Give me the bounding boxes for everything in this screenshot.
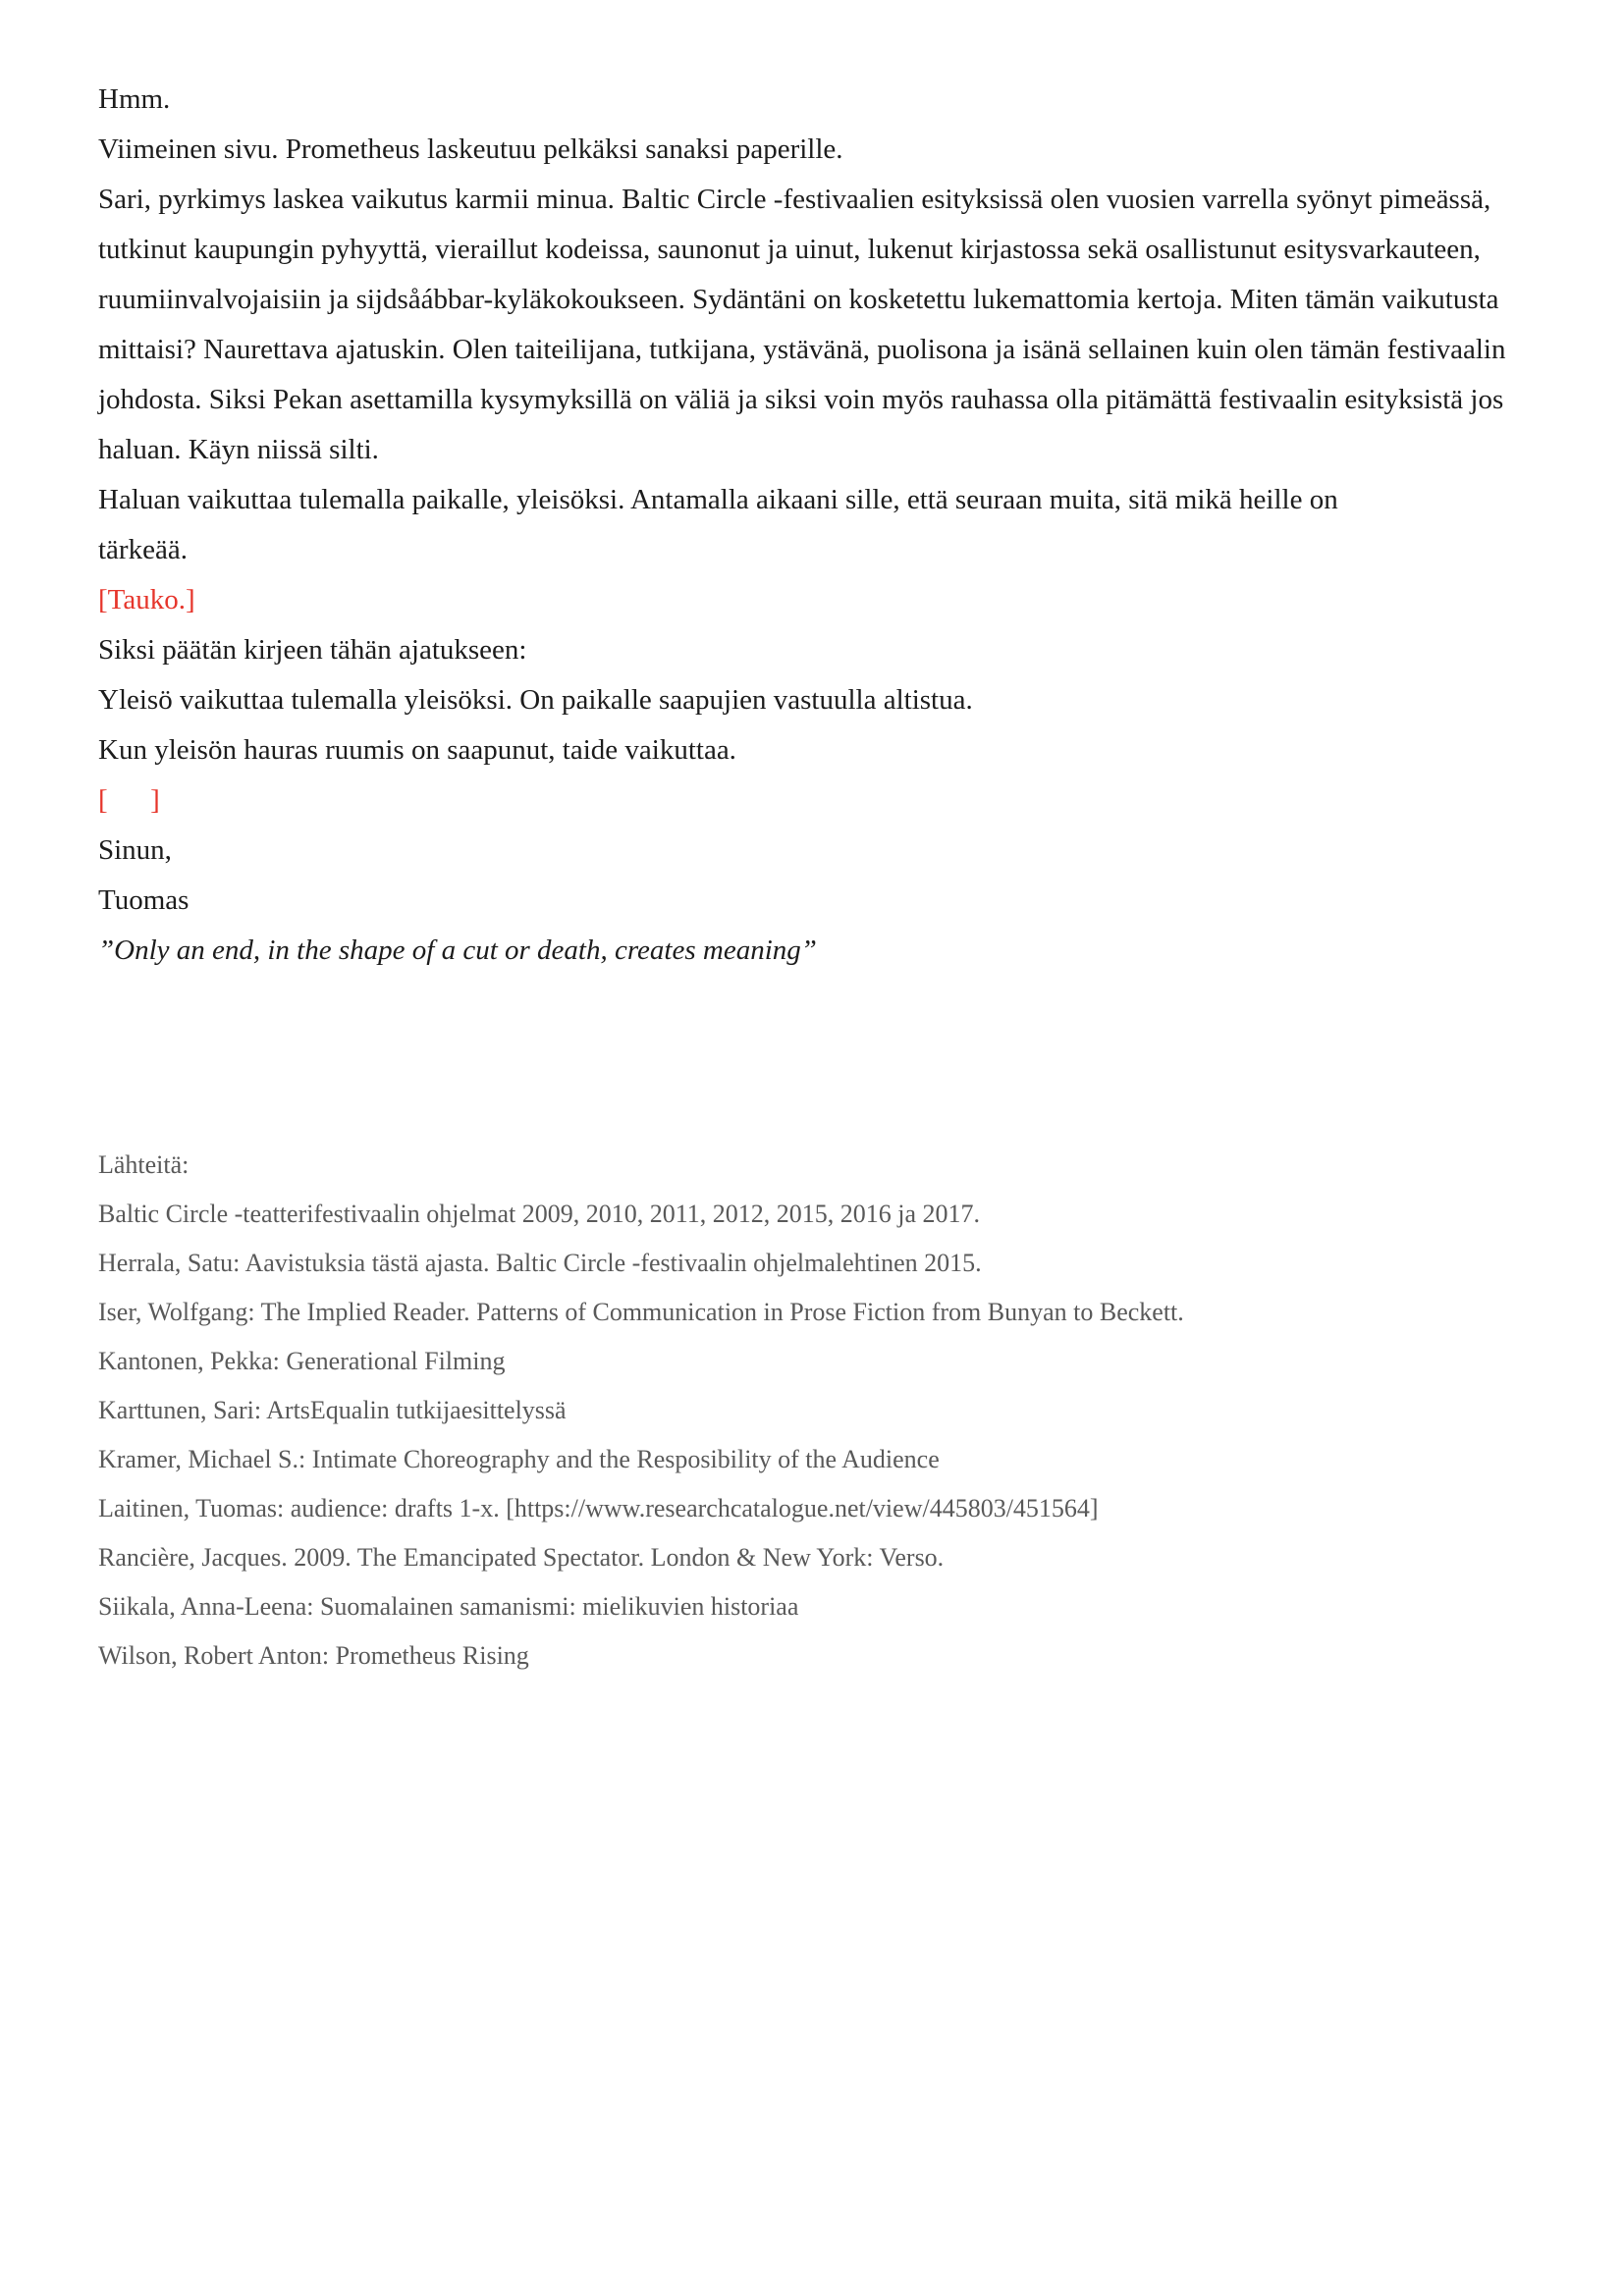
source-item: Herrala, Satu: Aavistuksia tästä ajasta. Baltic Circle -festivaalin ohjelmalehtinen 2015. <box>98 1249 982 1277</box>
paragraph-hmm: Hmm. <box>98 83 171 115</box>
source-item: Baltic Circle -teatterifestivaalin ohjelmat 2009, 2010, 2011, 2012, 2015, 2016 ja 2017. <box>98 1200 981 1228</box>
paragraph-siksi-paatan: Siksi päätän kirjeen tähän ajatukseen: <box>98 634 527 666</box>
source-item: Kantonen, Pekka: Generational Filming <box>98 1347 506 1375</box>
source-item: Wilson, Robert Anton: Prometheus Rising <box>98 1641 529 1670</box>
paragraph-yleiso-vaikuttaa: Yleisö vaikuttaa tulemalla yleisöksi. On paikalle saapujien vastuulla altistua. <box>98 684 973 716</box>
empty-bracket-marker: [ ] <box>98 784 160 816</box>
source-item: Laitinen, Tuomas: audience: drafts 1-x. [https://www.researchcatalogue.net/view/445803/451564] <box>98 1494 1099 1522</box>
signature-name: Tuomas <box>98 884 189 916</box>
source-item: Kramer, Michael S.: Intimate Choreography and the Resposibility of the Audience <box>98 1445 940 1473</box>
sources-section <box>98 1141 1542 1681</box>
sources-heading: Lähteitä: <box>98 1150 189 1179</box>
source-item: Rancière, Jacques. 2009. The Emancipated Spectator. London & New York: Verso. <box>98 1543 945 1572</box>
source-item: Iser, Wolfgang: The Implied Reader. Patterns of Communication in Prose Fiction from Bunyan to Beckett. <box>98 1298 1184 1326</box>
paragraph-haluan-vaikuttaa: Haluan vaikuttaa tulemalla paikalle, yleisöksi. Antamalla aikaani sille, että seuraan muita, sitä mikä heille on tärkeää. <box>98 484 1338 565</box>
pause-marker-tauko: [Tauko.] <box>98 584 195 615</box>
source-item: Karttunen, Sari: ArtsEqualin tutkijaesittelyssä <box>98 1396 567 1424</box>
paragraph-sari: Sari, pyrkimys laskea vaikutus karmii minua. Baltic Circle -festivaalien esityksissä olen vuosien varrella syönyt pimeässä, tutkinut kaupungin pyhyyttä, vieraillut kodeissa, saunonut ja uinut, lukenut kirjastossa sekä osallistunut esitysvarkauteen, ruumiinvalvojaisiin ja sijdsåábbar-kyläkokoukseen. Sydäntäni on kosketettu lukemattomia kertoja. Miten tämän vaikutusta mittaisi? Naurettava ajatuskin. Olen taiteilijana, tutkijana, ystävänä, puolisona ja isänä sellainen kuin olen tämän festivaalin johdosta. Siksi Pekan asettamilla kysymyksillä on väliä ja siksi voin myös rauhassa olla pitämättä festivaalin esityksistä jos haluan. Käyn niissä silti. <box>98 184 1506 465</box>
paragraph-kun-yleison: Kun yleisön hauras ruumis on saapunut, taide vaikuttaa. <box>98 734 736 766</box>
source-item: Siikala, Anna-Leena: Suomalainen samanismi: mielikuvien historiaa <box>98 1592 799 1621</box>
closing-quote: ”Only an end, in the shape of a cut or death, creates meaning” <box>98 934 817 966</box>
signature-greeting: Sinun, <box>98 834 172 866</box>
paragraph-viimeinen-sivu: Viimeinen sivu. Prometheus laskeutuu pelkäksi sanaksi paperille. <box>98 133 843 165</box>
letter-body <box>98 75 1542 976</box>
